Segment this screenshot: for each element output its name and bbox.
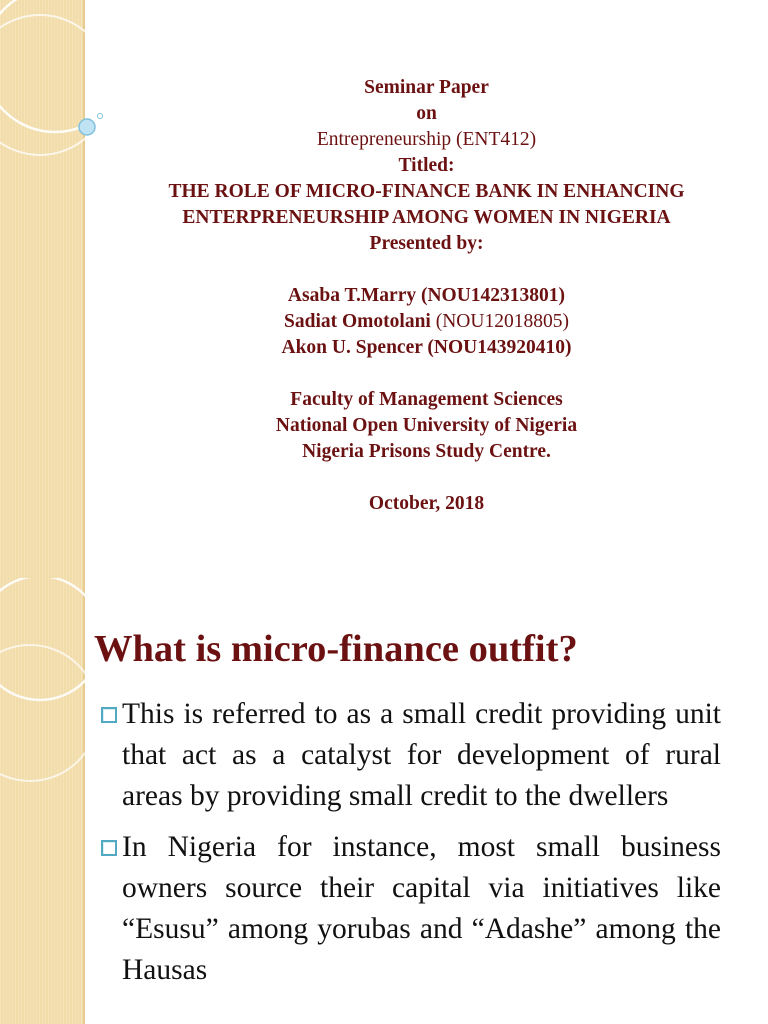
paper-type: Seminar Paper: [364, 77, 489, 98]
course-name: Entrepreneurship (ENT412): [316, 129, 537, 150]
author-2: [85, 309, 768, 335]
date: October, 2018: [368, 493, 485, 514]
paper-title-line-1: THE ROLE OF MICRO-FINANCE BANK IN ENHANCING: [168, 181, 685, 202]
paper-title-line-2: ENTERPRENEURSHIP AMONG WOMEN IN NIGERIA: [182, 207, 671, 228]
faculty: Faculty of Management Sciences: [290, 389, 563, 410]
author-3: Akon U. Spencer (NOU143920410): [281, 337, 572, 358]
cover-title-block: [85, 75, 768, 517]
bullet-list: [98, 694, 721, 1001]
on-label: on: [416, 103, 437, 124]
bullet-text: In Nigeria for instance, most small business owners source their capital via initiatives like “Esusu” among yorubas and “Adashe” among the Hausas: [122, 831, 721, 986]
author-2-id: (NOU12018805): [430, 311, 569, 332]
list-item: [98, 694, 721, 817]
checkbox-bullet-icon: [101, 840, 117, 856]
bullet-text: This is referred to as a small credit providing unit that act as a catalyst for development of rural areas by providing small credit to the dwellers: [122, 698, 721, 812]
definition-slide: [0, 578, 768, 1024]
list-item: [98, 827, 721, 991]
slide-heading: What is micro-finance outfit?: [94, 628, 578, 670]
titled-label: Titled:: [398, 155, 455, 176]
university: National Open University of Nigeria: [275, 415, 578, 436]
author-2-name: Sadiat Omotolani: [284, 311, 431, 332]
study-centre: Nigeria Prisons Study Centre.: [302, 441, 551, 462]
author-1: Asaba T.Marry (NOU142313801): [287, 285, 566, 306]
checkbox-bullet-icon: [101, 707, 117, 723]
presented-by-label: Presented by:: [369, 233, 484, 254]
